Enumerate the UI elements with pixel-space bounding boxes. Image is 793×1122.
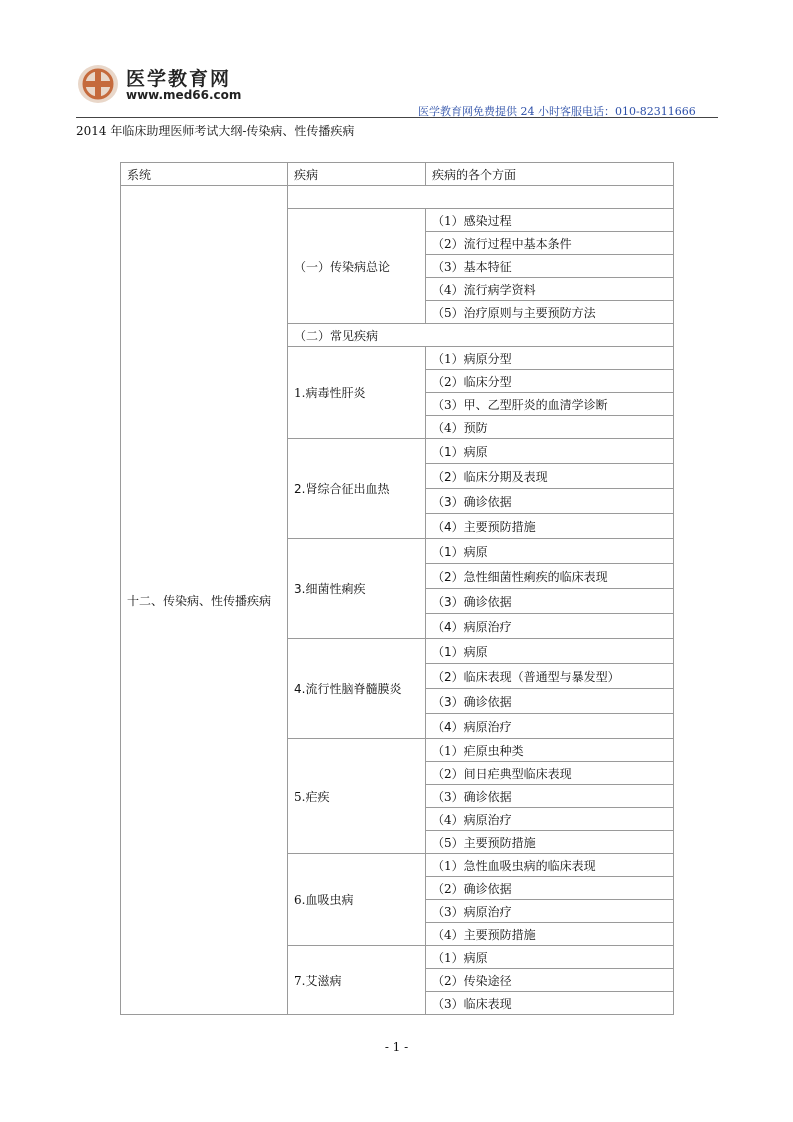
aspect-item: （4）病原治疗 — [426, 808, 674, 831]
system-cell: 十二、传染病、性传播疾病 — [121, 186, 288, 1015]
logo-emblem-icon — [76, 62, 120, 106]
service-hotline: 医学教育网免费提供 24 小时客服电话：010-82311666 — [418, 105, 696, 118]
aspect-item: （3）确诊依据 — [426, 689, 674, 714]
logo — [76, 62, 276, 108]
disease-name: 1.病毒性肝炎 — [288, 347, 426, 439]
aspect-item: （1）病原 — [426, 539, 674, 564]
aspect-item: （1）病原分型 — [426, 347, 674, 370]
aspect-item: （2）临床表现（普通型与暴发型） — [426, 664, 674, 689]
aspect-item: （3）确诊依据 — [426, 489, 674, 514]
aspect-item: （4）病原治疗 — [426, 614, 674, 639]
aspect-item: （4）流行病学资料 — [426, 278, 674, 301]
empty-cell — [288, 186, 674, 209]
disease-name: 3.细菌性痢疾 — [288, 539, 426, 639]
aspect-item: （1）病原 — [426, 639, 674, 664]
aspect-item: （4）病原治疗 — [426, 714, 674, 739]
aspect-item: （1）疟原虫种类 — [426, 739, 674, 762]
logo-name: 医学教育网 — [126, 68, 232, 90]
aspect-item: （3）甲、乙型肝炎的血清学诊断 — [426, 393, 674, 416]
aspect-item: （2）临床分型 — [426, 370, 674, 393]
disease-name: 7.艾滋病 — [288, 946, 426, 1015]
aspect-item: （3）确诊依据 — [426, 785, 674, 808]
disease-name: 2.肾综合征出血热 — [288, 439, 426, 539]
column-header-disease: 疾病 — [288, 163, 426, 186]
aspect-item: （1）感染过程 — [426, 209, 674, 232]
document-title: 2014 年临床助理医师考试大纲-传染病、性传播疾病 — [76, 124, 355, 138]
aspect-item: （1）急性血吸虫病的临床表现 — [426, 854, 674, 877]
aspect-item: （2）急性细菌性痢疾的临床表现 — [426, 564, 674, 589]
disease-name: 6.血吸虫病 — [288, 854, 426, 946]
column-header-system: 系统 — [121, 163, 288, 186]
aspect-item: （4）主要预防措施 — [426, 514, 674, 539]
aspect-item: （4）预防 — [426, 416, 674, 439]
aspect-item: （3）病原治疗 — [426, 900, 674, 923]
aspect-item: （3）确诊依据 — [426, 589, 674, 614]
disease-name: 4.流行性脑脊髓膜炎 — [288, 639, 426, 739]
aspect-item: （3）基本特征 — [426, 255, 674, 278]
table-row — [121, 186, 674, 209]
header-divider — [76, 117, 718, 118]
aspect-item: （2）流行过程中基本条件 — [426, 232, 674, 255]
aspect-item: （2）间日疟典型临床表现 — [426, 762, 674, 785]
aspect-item: （2）传染途径 — [426, 969, 674, 992]
common-label: （二）常见疾病 — [288, 324, 674, 347]
syllabus-table — [120, 162, 674, 1015]
general-label: （一）传染病总论 — [288, 209, 426, 324]
aspect-item: （1）病原 — [426, 946, 674, 969]
aspect-item: （5）治疗原则与主要预防方法 — [426, 301, 674, 324]
aspect-item: （5）主要预防措施 — [426, 831, 674, 854]
aspect-item: （1）病原 — [426, 439, 674, 464]
aspect-item: （2）临床分期及表现 — [426, 464, 674, 489]
aspect-item: （2）确诊依据 — [426, 877, 674, 900]
disease-name: 5.疟疾 — [288, 739, 426, 854]
page-number: - 1 - — [384, 1040, 409, 1054]
table-header-row — [121, 163, 674, 186]
aspect-item: （4）主要预防措施 — [426, 923, 674, 946]
logo-url: www.med66.com — [126, 88, 242, 102]
column-header-aspects: 疾病的各个方面 — [426, 163, 674, 186]
aspect-item: （3）临床表现 — [426, 992, 674, 1015]
